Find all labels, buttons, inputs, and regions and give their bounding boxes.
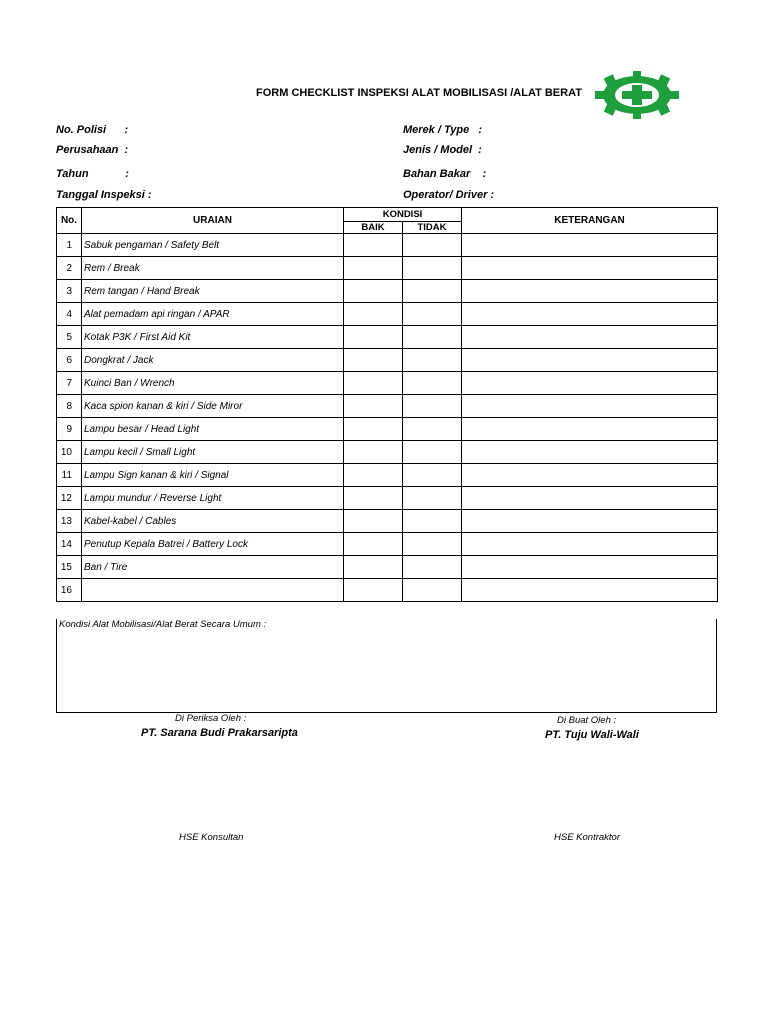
signature-right-caption: Di Buat Oleh : (557, 715, 617, 726)
row-baik-cell[interactable] (344, 395, 403, 418)
header-baik: BAIK (344, 222, 403, 234)
table-row (57, 349, 718, 372)
table-row (57, 395, 718, 418)
signature-right-role: HSE Kontraktor (554, 832, 620, 843)
row-tidak-cell[interactable] (403, 533, 462, 556)
row-number: 9 (57, 418, 82, 441)
row-keterangan-cell[interactable] (462, 418, 718, 441)
row-keterangan-cell[interactable] (462, 372, 718, 395)
row-keterangan-cell[interactable] (462, 280, 718, 303)
table-row (57, 533, 718, 556)
row-baik-cell[interactable] (344, 441, 403, 464)
row-tidak-cell[interactable] (403, 326, 462, 349)
table-row (57, 579, 718, 602)
row-keterangan-cell[interactable] (462, 533, 718, 556)
field-jenis-model: Jenis / Model : (403, 144, 482, 156)
row-tidak-cell[interactable] (403, 257, 462, 280)
row-number: 13 (57, 510, 82, 533)
table-row (57, 372, 718, 395)
signature-right-company: PT. Tuju Wali-Wali (545, 729, 639, 741)
row-uraian: Sabuk pengaman / Safety Belt (82, 234, 344, 257)
row-tidak-cell[interactable] (403, 280, 462, 303)
row-keterangan-cell[interactable] (462, 441, 718, 464)
signature-left-role: HSE Konsultan (179, 832, 244, 843)
row-number: 1 (57, 234, 82, 257)
row-tidak-cell[interactable] (403, 487, 462, 510)
row-number: 15 (57, 556, 82, 579)
field-perusahaan: Perusahaan : (56, 144, 129, 156)
row-keterangan-cell[interactable] (462, 349, 718, 372)
table-header-row (57, 208, 718, 222)
signature-left-caption: Di Periksa Oleh : (175, 713, 247, 724)
row-uraian: Dongkrat / Jack (82, 349, 344, 372)
row-number: 10 (57, 441, 82, 464)
row-uraian: Kuinci Ban / Wrench (82, 372, 344, 395)
row-uraian: Rem tangan / Hand Break (82, 280, 344, 303)
row-baik-cell[interactable] (344, 303, 403, 326)
row-keterangan-cell[interactable] (462, 579, 718, 602)
row-uraian: Alat pemadam api ringan / APAR (82, 303, 344, 326)
row-baik-cell[interactable] (344, 349, 403, 372)
row-keterangan-cell[interactable] (462, 234, 718, 257)
row-baik-cell[interactable] (344, 234, 403, 257)
table-row (57, 510, 718, 533)
row-tidak-cell[interactable] (403, 418, 462, 441)
row-tidak-cell[interactable] (403, 303, 462, 326)
row-keterangan-cell[interactable] (462, 487, 718, 510)
table-row (57, 303, 718, 326)
row-tidak-cell[interactable] (403, 395, 462, 418)
field-no-polisi: No. Polisi : (56, 124, 129, 136)
row-keterangan-cell[interactable] (462, 464, 718, 487)
row-number: 4 (57, 303, 82, 326)
field-tahun: Tahun : (56, 168, 129, 180)
row-tidak-cell[interactable] (403, 372, 462, 395)
header-tidak: TIDAK (403, 222, 462, 234)
table-row (57, 441, 718, 464)
table-row (57, 234, 718, 257)
row-tidak-cell[interactable] (403, 556, 462, 579)
row-uraian: Lampu mundur / Reverse Light (82, 487, 344, 510)
row-uraian: Kabel-kabel / Cables (82, 510, 344, 533)
row-uraian: Ban / Tire (82, 556, 344, 579)
row-baik-cell[interactable] (344, 579, 403, 602)
field-merek-type: Merek / Type : (403, 124, 483, 136)
table-row (57, 556, 718, 579)
row-keterangan-cell[interactable] (462, 395, 718, 418)
row-number: 12 (57, 487, 82, 510)
row-baik-cell[interactable] (344, 372, 403, 395)
row-baik-cell[interactable] (344, 326, 403, 349)
row-tidak-cell[interactable] (403, 441, 462, 464)
table-row (57, 464, 718, 487)
row-tidak-cell[interactable] (403, 464, 462, 487)
row-number: 5 (57, 326, 82, 349)
header-keterangan: KETERANGAN (462, 208, 718, 234)
row-uraian (82, 579, 344, 602)
field-tanggal-inspeksi: Tanggal Inspeksi : (56, 189, 152, 201)
row-tidak-cell[interactable] (403, 579, 462, 602)
row-keterangan-cell[interactable] (462, 303, 718, 326)
header-no: No. (57, 208, 82, 234)
row-number: 11 (57, 464, 82, 487)
row-baik-cell[interactable] (344, 487, 403, 510)
row-baik-cell[interactable] (344, 533, 403, 556)
header-uraian: URAIAN (82, 208, 344, 234)
row-uraian: Lampu kecil / Small Light (82, 441, 344, 464)
row-uraian: Lampu besar / Head Light (82, 418, 344, 441)
row-number: 16 (57, 579, 82, 602)
row-baik-cell[interactable] (344, 464, 403, 487)
field-operator-driver: Operator/ Driver : (403, 189, 495, 201)
table-row (57, 280, 718, 303)
table-row (57, 418, 718, 441)
row-baik-cell[interactable] (344, 257, 403, 280)
safety-gear-logo-icon (589, 71, 685, 119)
row-uraian: Kotak P3K / First Aid Kit (82, 326, 344, 349)
row-uraian: Rem / Break (82, 257, 344, 280)
row-baik-cell[interactable] (344, 510, 403, 533)
table-row (57, 326, 718, 349)
row-baik-cell[interactable] (344, 280, 403, 303)
row-tidak-cell[interactable] (403, 510, 462, 533)
row-uraian: Kaca spion kanan & kiri / Side Miror (82, 395, 344, 418)
table-row (57, 257, 718, 280)
table-row (57, 487, 718, 510)
row-number: 6 (57, 349, 82, 372)
row-baik-cell[interactable] (344, 418, 403, 441)
form-title: FORM CHECKLIST INSPEKSI ALAT MOBILISASI /ALAT BERAT (256, 87, 582, 99)
row-uraian: Lampu Sign kanan & kiri / Signal (82, 464, 344, 487)
header-kondisi: KONDISI (344, 208, 462, 222)
row-number: 3 (57, 280, 82, 303)
row-keterangan-cell[interactable] (462, 556, 718, 579)
checklist-table (56, 207, 718, 602)
row-keterangan-cell[interactable] (462, 510, 718, 533)
row-baik-cell[interactable] (344, 556, 403, 579)
row-uraian: Penutup Kepala Batrei / Battery Lock (82, 533, 344, 556)
kondisi-umum-label: Kondisi Alat Mobilisasi/Alat Berat Secara Umum : (59, 619, 267, 630)
row-number: 14 (57, 533, 82, 556)
field-bahan-bakar: Bahan Bakar : (403, 168, 487, 180)
row-number: 2 (57, 257, 82, 280)
kondisi-umum-box (56, 619, 717, 713)
row-number: 8 (57, 395, 82, 418)
row-number: 7 (57, 372, 82, 395)
row-tidak-cell[interactable] (403, 234, 462, 257)
row-keterangan-cell[interactable] (462, 326, 718, 349)
row-tidak-cell[interactable] (403, 349, 462, 372)
signature-left-company: PT. Sarana Budi Prakarsaripta (141, 727, 298, 739)
row-keterangan-cell[interactable] (462, 257, 718, 280)
